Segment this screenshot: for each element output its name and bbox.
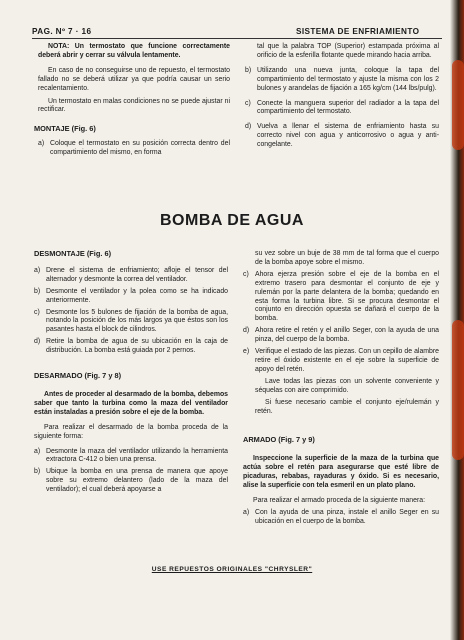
armado-heading: ARMADO (Fig. 7 y 9) <box>243 435 315 445</box>
paragraph: Inspeccione la superficie de la maza de la turbina que actúa sobre el retén para asegurarse que esté libre de picaduras, rebabas, rayaduras y óxido. Si es necesario, alise la superficie con tela esmeril en un plato plano. <box>243 455 439 490</box>
list-item: c) Ahora ejerza presión sobre el eje de la bomba en el extremo trasero para desmontar el conjunto de eje y rulemán por la parte delantera de la bomba; quedando en esta forma la turbina libre. Si se procura desmontar el conjunto en dirección opuesta se dañará el cuerpo de la bomba. <box>243 270 439 323</box>
list-item: b) Utilizando una nueva junta, coloque la tapa del compartimiento del termostato y ajuste la misma con los 2 bulones y arandelas de fijación a 165 kg/cm (144 lbs/pulg). <box>245 66 439 92</box>
bottom-left-column <box>34 250 228 495</box>
paragraph: Para realizar el desarmado de la bomba proceda de la siguiente forma: <box>34 423 228 440</box>
list-item: d) Retire la bomba de agua de su ubicación en la caja de distribución. La bomba está guiada por 2 pernos. <box>34 338 228 355</box>
top-right-column <box>245 43 439 150</box>
list-item: c) Desmonte los 5 bulones de fijación de la bomba de agua, notando la posición de los más largos ya que éstos son los pasantes hasta el block de cilindros. <box>34 308 228 334</box>
desarmado-heading: DESARMADO (Fig. 7 y 8) <box>34 371 122 381</box>
desmontaje-heading: DESMONTAJE (Fig. 6) <box>34 249 112 258</box>
paragraph: Si fuese necesario cambie el conjunto eje/rulemán y retén. <box>255 398 439 415</box>
bottom-right-column <box>243 250 439 527</box>
paragraph: Para realizar el armado proceda de la siguiente manera: <box>253 496 425 504</box>
edge-stain <box>452 320 464 460</box>
list-item: c) Conecte la manguera superior del radiador a la tapa del compartimiento del termostato. <box>245 99 439 116</box>
paragraph: Un termostato en malas condiciones no se puede ajustar ni rectificar. <box>38 97 230 114</box>
edge-stain <box>452 60 464 150</box>
header-rule <box>32 38 442 39</box>
list-item: a) Con la ayuda de una pinza, instale el anillo Seger en su ubicación en el cuerpo de la bomba. <box>243 508 439 525</box>
list-item: e) Verifique el estado de las piezas. Con un cepillo de alambre retire el óxido existente en el eje sobre la superficie de apoyo del retén. <box>243 348 439 373</box>
paragraph: tal que la palabra TOP (Superior) estampada próxima al orificio de la esferilla flotante quede mirando hacia arriba. <box>257 43 439 59</box>
montaje-heading: MONTAJE (Fig. 6) <box>34 124 96 134</box>
list-item: d) Vuelva a llenar el sistema de enfriamiento hasta su correcto nivel con agua y anticorrosivo o agua y anti-congelante. <box>245 123 439 149</box>
list-item: a) Coloque el termostato en su posición correcta dentro del compartimiento del mismo, en forma <box>38 140 230 157</box>
paragraph: su vez sobre un buje de 38 mm de tal forma que el cuerpo de la bomba apoye sobre el mismo. <box>255 250 439 266</box>
paragraph: Antes de proceder al desarmado de la bomba, debemos saber que tanto la turbina como la maza del ventilador están instaladas a presión sobre el eje de la bomba. <box>34 390 228 416</box>
list-item: a) Drene el sistema de enfriamiento; afloje el tensor del alternador y desmonte la correa del ventilador. <box>34 266 228 283</box>
list-item: b) Desmonte el ventilador y la polea como se ha indicado anteriormente. <box>34 287 228 304</box>
section-title: SISTEMA DE ENFRIAMIENTO <box>296 27 420 36</box>
paragraph: Lave todas las piezas con un solvente conveniente y séquelas con aire comprimido. <box>255 377 439 394</box>
main-heading: BOMBA DE AGUA <box>160 212 304 229</box>
thermostat-note: NOTA: Un termostato que funcione correctamente deberá abrir y cerrar su válvula lentamente. <box>38 43 230 59</box>
paragraph: En caso de no conseguirse uno de repuesto, el termostato fallado no se deberá utilizar ya que podría causar un serio recalentamiento. <box>38 66 230 92</box>
list-item: b) Ubique la bomba en una prensa de manera que apoye sobre su extremo delantero (lado de la maza del ventilador); el cual deberá apoyarse a <box>34 468 228 494</box>
footer-note: USE REPUESTOS ORIGINALES "CHRYSLER" <box>151 566 313 573</box>
list-item: d) Ahora retire el retén y el anillo Seger, con la ayuda de una pinza, del cuerpo de la bomba. <box>243 327 439 344</box>
list-item: a) Desmonte la maza del ventilador utilizando la herramienta extractora C-412 o bien una prensa. <box>34 447 228 464</box>
top-left-column <box>34 43 230 158</box>
page-number: PAG. Nº 7 · 16 <box>32 27 92 36</box>
